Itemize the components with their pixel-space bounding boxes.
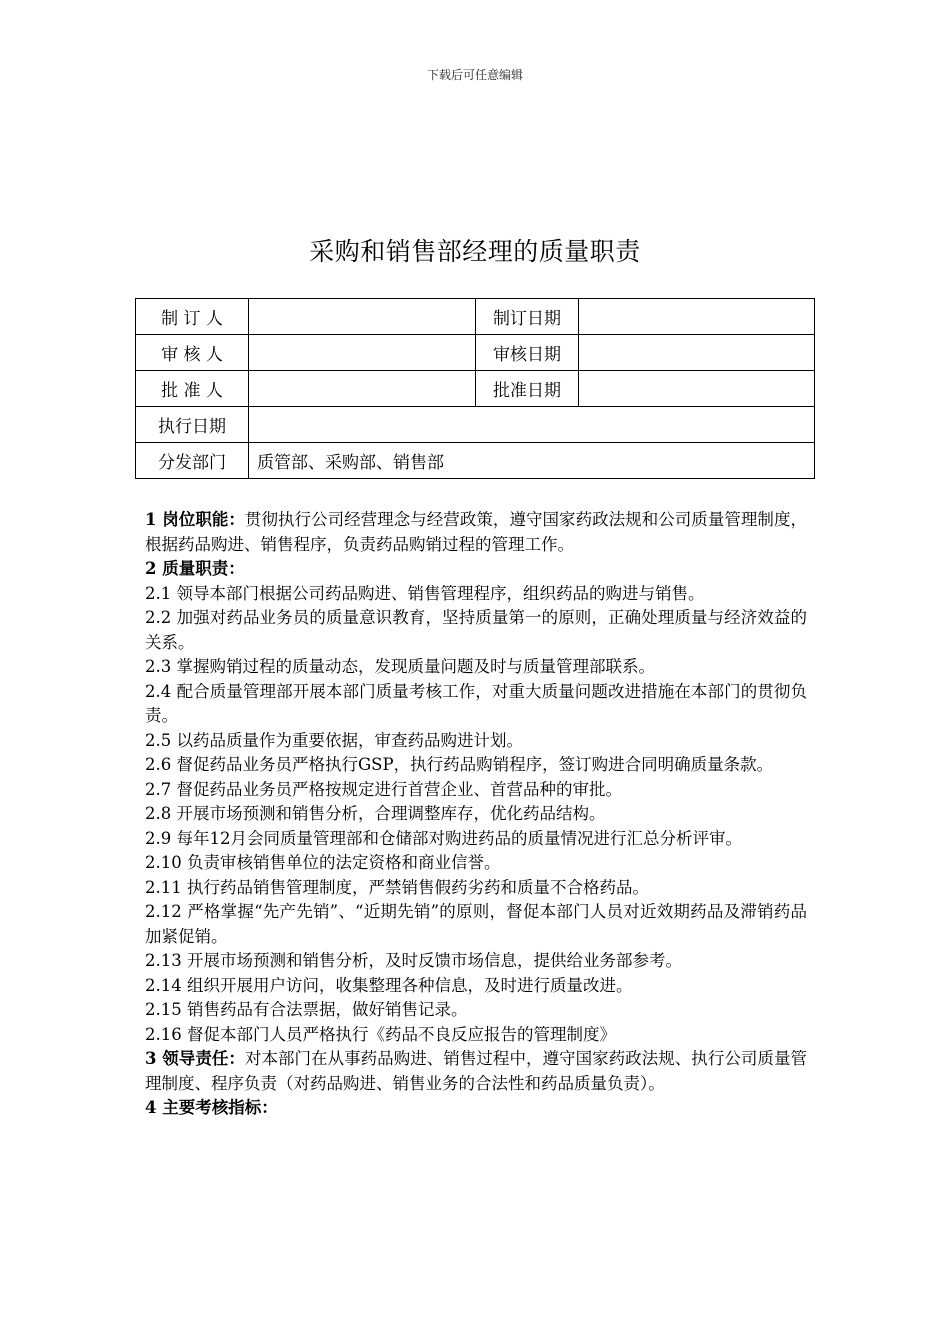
effective-date-label: 执行日期	[136, 407, 249, 443]
list-item: 2.7 督促药品业务员严格按规定进行首营企业、首营品种的审批。	[145, 779, 622, 799]
list-item: 2.10 负责审核销售单位的法定资格和商业信誉。	[145, 853, 501, 872]
list-item: 2.14 组织开展用户访问，收集整理各种信息，及时进行质量改进。	[145, 975, 633, 995]
distribution-label: 分发部门	[136, 443, 249, 479]
prepared-by-field[interactable]	[249, 299, 476, 335]
table-row	[136, 299, 815, 335]
table-row	[136, 407, 815, 443]
section-3	[145, 1047, 807, 1096]
list-item: 2.9 每年12月会同质量管理部和仓储部对购进药品的质量情况进行汇总分析评审。	[145, 828, 742, 848]
section-2	[145, 557, 807, 582]
header-note: 下载后可任意编辑	[426, 68, 523, 82]
table-row	[136, 371, 815, 407]
list-item: 2.12 严格掌握“先产先销”、“近期先销”的原则，督促本部门人员对近效期药品及滞销药品加紧促销。	[145, 902, 807, 946]
list-item: 2.16 督促本部门人员严格执行《药品不良反应报告的管理制度》	[145, 1024, 616, 1044]
section-4-heading: 4 主要考核指标：	[145, 1098, 278, 1117]
prepared-date-field[interactable]	[579, 299, 815, 335]
section-2-heading: 2 质量职责：	[145, 559, 245, 578]
list-item: 2.3 掌握购销过程的质量动态，发现质量问题及时与质量管理部联系。	[145, 657, 655, 676]
list-item: 2.2 加强对药品业务员的质量意识教育，坚持质量第一的原则，正确处理质量与经济效益的关系。	[145, 608, 807, 652]
section-1	[145, 508, 807, 557]
prepared-date-label: 制订日期	[476, 299, 579, 335]
approved-date-field[interactable]	[579, 371, 815, 407]
prepared-by-label: 制 订 人	[136, 299, 249, 335]
approved-by-field[interactable]	[249, 371, 476, 407]
table-row	[136, 335, 815, 371]
reviewed-date-field[interactable]	[579, 335, 815, 371]
list-item: 2.6 督促药品业务员严格执行GSP，执行药品购销程序，签订购进合同明确质量条款。	[145, 755, 774, 774]
table-row	[136, 443, 815, 479]
list-item: 2.4 配合质量管理部开展本部门质量考核工作，对重大质量问题改进措施在本部门的贯彻负责。	[145, 681, 807, 725]
section-3-text: 对本部门在从事药品购进、销售过程中，遵守国家药政法规、执行公司质量管理制度、程序负责（对药品购进、销售业务的合法性和药品质量负责）。	[145, 1049, 807, 1093]
document-title: 采购和销售部经理的质量职责	[309, 237, 641, 266]
list-item: 2.15 销售药品有合法票据，做好销售记录。	[145, 1000, 468, 1019]
list-item: 2.5 以药品质量作为重要依据，审查药品购进计划。	[145, 730, 523, 750]
reviewed-date-label: 审核日期	[476, 335, 579, 371]
approved-by-label: 批 准 人	[136, 371, 249, 407]
section-3-heading: 3 领导责任：	[145, 1049, 245, 1068]
list-item: 2.1 领导本部门根据公司药品购进、销售管理程序，组织药品的购进与销售。	[145, 583, 705, 603]
list-item: 2.13 开展市场预测和销售分析，及时反馈市场信息，提供给业务部参考。	[145, 951, 682, 970]
document-body	[145, 508, 807, 1121]
effective-date-field[interactable]	[249, 407, 815, 443]
approved-date-label: 批准日期	[476, 371, 579, 407]
reviewed-by-field[interactable]	[249, 335, 476, 371]
distribution-value: 质管部、采购部、销售部	[249, 443, 815, 479]
section-1-heading: 1 岗位职能：	[145, 510, 245, 529]
section-1-text: 贯彻执行公司经营理念与经营政策，遵守国家药政法规和公司质量管理制度，根据药品购进、销售程序，负责药品购销过程的管理工作。	[145, 510, 807, 554]
list-item: 2.8 开展市场预测和销售分析，合理调整库存，优化药品结构。	[145, 804, 606, 823]
list-item: 2.11 执行药品销售管理制度，严禁销售假药劣药和质量不合格药品。	[145, 877, 649, 897]
section-4	[145, 1096, 807, 1121]
reviewed-by-label: 审 核 人	[136, 335, 249, 371]
approval-table	[135, 298, 815, 479]
